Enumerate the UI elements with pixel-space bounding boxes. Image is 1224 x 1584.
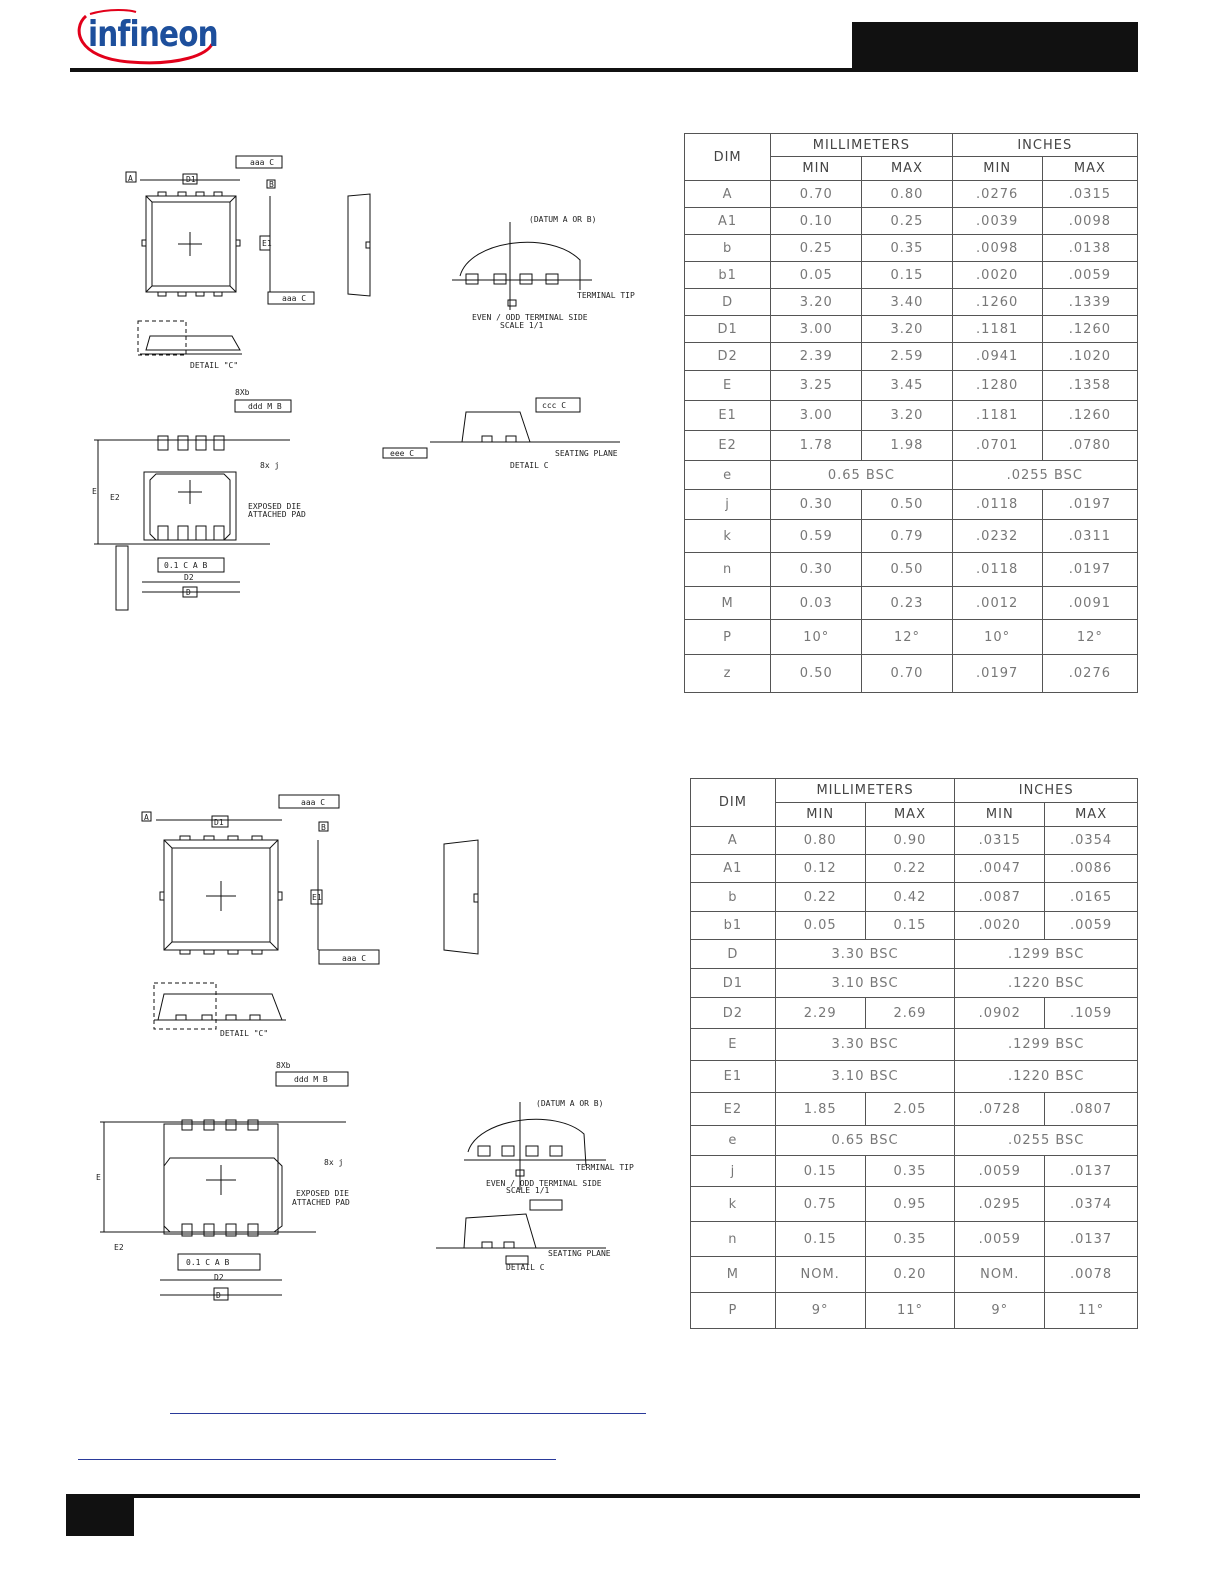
table-cell-mm-span: 3.30 BSC (775, 1029, 955, 1061)
table-cell-in-max: .0078 (1045, 1257, 1138, 1293)
table-row (685, 208, 1138, 235)
table-cell-mm-span: 0.65 BSC (775, 1126, 955, 1156)
table-cell-in-min: .0197 (952, 655, 1042, 693)
table-cell-mm-min: 0.75 (775, 1187, 865, 1222)
table-cell-dim: n (691, 1222, 776, 1257)
table-cell-in-max: .0138 (1042, 235, 1137, 262)
footer-rule (66, 1494, 1140, 1498)
label2-terminal-tip: TERMINAL TIP (576, 1163, 634, 1172)
label2-ddd: ddd M B (294, 1075, 328, 1084)
header-millimeters: MILLIMETERS (771, 134, 952, 157)
table-cell-in-min: .0059 (955, 1156, 1045, 1187)
logo-text: infineon (88, 14, 218, 55)
table-cell-in-min: .0118 (952, 553, 1042, 587)
label2-8xj: 8x j (324, 1158, 344, 1167)
table-cell-mm-max: 0.15 (862, 262, 952, 289)
label-e: E (92, 487, 97, 496)
table-cell-in-min: .0098 (952, 235, 1042, 262)
table-cell-dim: D1 (685, 316, 771, 343)
label-scale: SCALE 1/1 (500, 321, 544, 330)
table-cell-mm-min: 0.10 (771, 208, 862, 235)
table-cell-mm-min: 1.78 (771, 431, 862, 461)
table-cell-mm-min: 3.25 (771, 371, 862, 401)
table-cell-in-max: .1358 (1042, 371, 1137, 401)
table-cell-dim: b (691, 883, 776, 912)
label2-exposed-die: EXPOSED DIE (296, 1189, 349, 1198)
table-cell-dim: M (685, 587, 771, 620)
table-cell-mm-max: 0.20 (865, 1257, 955, 1293)
label2-datum-b: B (321, 823, 326, 832)
table-row (691, 1093, 1138, 1126)
table-row (691, 1061, 1138, 1093)
table-cell-in-min: .0276 (952, 181, 1042, 208)
table-cell-mm-max: 0.35 (865, 1156, 955, 1187)
table-cell-dim: A1 (685, 208, 771, 235)
table-row (685, 431, 1138, 461)
table-cell-mm-min: 0.70 (771, 181, 862, 208)
table-cell-dim: n (685, 553, 771, 587)
label2-d2: D2 (214, 1273, 224, 1282)
table-row (685, 262, 1138, 289)
table-cell-mm-span: 0.65 BSC (771, 461, 952, 490)
table-cell-mm-max: 3.20 (862, 401, 952, 431)
table-row (685, 490, 1138, 520)
label-d: D (186, 588, 191, 597)
table-cell-mm-min: 0.59 (771, 520, 862, 553)
table-cell-in-min: .0701 (952, 431, 1042, 461)
table-cell-dim: E2 (691, 1093, 776, 1126)
table-cell-in-max: .0137 (1045, 1222, 1138, 1257)
header-in-max: MAX (1042, 157, 1137, 181)
label-datum-b: B (269, 180, 274, 189)
table-cell-mm-max: 0.35 (862, 235, 952, 262)
label-datum-a: A (128, 174, 133, 183)
header-in-min: MIN (952, 157, 1042, 181)
table-cell-dim: E1 (685, 401, 771, 431)
table-row (691, 969, 1138, 998)
table-cell-in-max: .1020 (1042, 343, 1137, 371)
table-cell-mm-min: 3.20 (771, 289, 862, 316)
dimension-table-2 (690, 778, 1138, 1329)
table-cell-mm-span: 3.30 BSC (775, 940, 955, 969)
table-cell-dim: j (691, 1156, 776, 1187)
table-cell-in-max: .0276 (1042, 655, 1137, 693)
label-e1: E1 (262, 239, 272, 248)
label-d1: D1 (186, 175, 196, 184)
footer-black-box (66, 1494, 134, 1536)
table-cell-dim: b (685, 235, 771, 262)
label-aaa-top: aaa C (250, 158, 275, 167)
label-detail-c-2: DETAIL C (510, 461, 549, 470)
label2-aaa-top: aaa C (301, 798, 326, 807)
table-row (685, 587, 1138, 620)
table-row (691, 912, 1138, 940)
label2-attached-pad: ATTACHED PAD (292, 1198, 350, 1207)
header2-mm-min: MIN (775, 803, 865, 827)
table-row (685, 520, 1138, 553)
label-eee: eee C (390, 449, 415, 458)
table-cell-dim: D (685, 289, 771, 316)
table-cell-in-max: .0086 (1045, 855, 1138, 883)
header-black-box (852, 22, 1138, 72)
table-cell-in-min: .0941 (952, 343, 1042, 371)
table-cell-dim: e (691, 1126, 776, 1156)
table-cell-in-max: .1059 (1045, 998, 1138, 1029)
header-mm-max: MAX (862, 157, 952, 181)
table-cell-in-max: .0780 (1042, 431, 1137, 461)
table-cell-mm-max: 0.25 (862, 208, 952, 235)
table-cell-mm-max: 0.22 (865, 855, 955, 883)
label-exposed-die: EXPOSED DIE (248, 502, 301, 511)
label2-scale: SCALE 1/1 (506, 1186, 550, 1195)
label2-aaa-bottom: aaa C (342, 954, 367, 963)
table-cell-in-min: .1280 (952, 371, 1042, 401)
table-cell-mm-min: 1.85 (775, 1093, 865, 1126)
table-cell-mm-max: 2.69 (865, 998, 955, 1029)
table-cell-dim: E2 (685, 431, 771, 461)
table-cell-mm-min: 0.30 (771, 490, 862, 520)
label-attached-pad: ATTACHED PAD (248, 510, 306, 519)
table-cell-dim: D (691, 940, 776, 969)
package-drawing-1 (80, 150, 640, 620)
table-cell-in-min: .0295 (955, 1187, 1045, 1222)
table-cell-mm-max: 2.59 (862, 343, 952, 371)
table-cell-in-min: .0315 (955, 827, 1045, 855)
table-cell-mm-min: 9° (775, 1293, 865, 1329)
table-cell-dim: P (691, 1293, 776, 1329)
table-cell-dim: z (685, 655, 771, 693)
table-cell-mm-max: 0.50 (862, 553, 952, 587)
table-row (691, 827, 1138, 855)
table-cell-mm-min: 2.29 (775, 998, 865, 1029)
table-cell-mm-min: 2.39 (771, 343, 862, 371)
table-cell-in-min: .0039 (952, 208, 1042, 235)
table-cell-mm-max: 0.23 (862, 587, 952, 620)
table-row (685, 553, 1138, 587)
table-cell-mm-max: 0.50 (862, 490, 952, 520)
table-cell-mm-span: 3.10 BSC (775, 969, 955, 998)
table-cell-in-min: .0059 (955, 1222, 1045, 1257)
label-ccc: ccc C (542, 401, 567, 410)
table-row (685, 343, 1138, 371)
label2-e2: E2 (114, 1243, 124, 1252)
table-cell-in-max: .0098 (1042, 208, 1137, 235)
table-cell-in-span: .1299 BSC (955, 940, 1138, 969)
table-row (685, 235, 1138, 262)
label2-fcf-01: 0.1 C A B (186, 1258, 230, 1267)
table-row (691, 998, 1138, 1029)
table-row (691, 1187, 1138, 1222)
table-cell-in-max: .0059 (1045, 912, 1138, 940)
table-cell-in-min: .0020 (955, 912, 1045, 940)
table-cell-in-min: .1181 (952, 316, 1042, 343)
table-row (685, 181, 1138, 208)
table-cell-dim: D2 (685, 343, 771, 371)
table-cell-dim: D2 (691, 998, 776, 1029)
table-cell-mm-min: 0.25 (771, 235, 862, 262)
table-row (685, 461, 1138, 490)
label-aaa-bottom: aaa C (282, 294, 307, 303)
label2-detail-c: DETAIL "C" (220, 1029, 269, 1038)
table-cell-dim: b1 (691, 912, 776, 940)
label-e2: E2 (110, 493, 120, 502)
table-cell-mm-max: 0.80 (862, 181, 952, 208)
table-cell-dim: D1 (691, 969, 776, 998)
link-underline-2[interactable] (78, 1459, 556, 1460)
label-d2: D2 (184, 573, 194, 582)
table-cell-mm-min: 3.00 (771, 316, 862, 343)
table-cell-mm-max: 1.98 (862, 431, 952, 461)
label-detail-c: DETAIL "C" (190, 361, 239, 370)
table-row (691, 1222, 1138, 1257)
table-cell-in-min: .0232 (952, 520, 1042, 553)
table-cell-mm-min: 0.12 (775, 855, 865, 883)
table-cell-dim: k (685, 520, 771, 553)
table-cell-mm-span: 3.10 BSC (775, 1061, 955, 1093)
table-row (685, 371, 1138, 401)
table-row (691, 1293, 1138, 1329)
table-cell-in-max: 12° (1042, 620, 1137, 655)
table-cell-dim: j (685, 490, 771, 520)
table-cell-mm-min: 0.80 (775, 827, 865, 855)
table-cell-mm-max: 0.15 (865, 912, 955, 940)
table-cell-mm-min: 0.15 (775, 1156, 865, 1187)
table-cell-dim: A1 (691, 855, 776, 883)
table-cell-dim: A (691, 827, 776, 855)
table-cell-dim: E (685, 371, 771, 401)
table-cell-in-max: .0315 (1042, 181, 1137, 208)
header2-inches: INCHES (955, 779, 1138, 803)
label-fcf-01: 0.1 C A B (164, 561, 208, 570)
table-cell-in-span: .1220 BSC (955, 969, 1138, 998)
table-row (685, 655, 1138, 693)
table-cell-mm-max: 3.40 (862, 289, 952, 316)
table-cell-in-min: .0087 (955, 883, 1045, 912)
table-cell-mm-min: 0.15 (775, 1222, 865, 1257)
dimension-table-1 (684, 133, 1138, 693)
table-row (685, 289, 1138, 316)
table-cell-mm-min: 0.50 (771, 655, 862, 693)
label2-datum: (DATUM A OR B) (536, 1099, 604, 1108)
table-cell-mm-min: 0.03 (771, 587, 862, 620)
table-cell-in-max: 11° (1045, 1293, 1138, 1329)
table-cell-dim: e (685, 461, 771, 490)
table-cell-mm-max: 3.20 (862, 316, 952, 343)
table-row (691, 940, 1138, 969)
package-drawing-2 (86, 790, 646, 1310)
table-cell-in-max: .0137 (1045, 1156, 1138, 1187)
table-cell-in-max: .0091 (1042, 587, 1137, 620)
table-cell-in-max: .0197 (1042, 490, 1137, 520)
table-cell-in-min: .0012 (952, 587, 1042, 620)
table-cell-dim: E1 (691, 1061, 776, 1093)
table-row (691, 883, 1138, 912)
table-cell-in-span: .0255 BSC (952, 461, 1137, 490)
table-cell-in-max: .0165 (1045, 883, 1138, 912)
table-cell-mm-max: 0.42 (865, 883, 955, 912)
table-cell-in-min: .0902 (955, 998, 1045, 1029)
header2-dim: DIM (691, 779, 776, 827)
label2-detail-c-2: DETAIL C (506, 1263, 545, 1272)
table-cell-mm-min: 0.30 (771, 553, 862, 587)
table-cell-in-max: .0807 (1045, 1093, 1138, 1126)
table-cell-in-max: .1260 (1042, 316, 1137, 343)
table-row (691, 1029, 1138, 1061)
table-cell-mm-max: 0.95 (865, 1187, 955, 1222)
label2-e1: E1 (312, 893, 322, 902)
table-cell-in-min: .1260 (952, 289, 1042, 316)
label-terminal-tip: TERMINAL TIP (577, 291, 635, 300)
label2-d1: D1 (214, 818, 224, 827)
table-cell-in-min: .0118 (952, 490, 1042, 520)
table-cell-mm-max: 11° (865, 1293, 955, 1329)
table-cell-mm-max: 0.79 (862, 520, 952, 553)
table-cell-in-max: .0311 (1042, 520, 1137, 553)
table-cell-mm-max: 2.05 (865, 1093, 955, 1126)
table-cell-mm-max: 12° (862, 620, 952, 655)
table-row (685, 620, 1138, 655)
table-cell-dim: A (685, 181, 771, 208)
link-underline-1[interactable] (170, 1413, 646, 1414)
table-cell-in-min: .0047 (955, 855, 1045, 883)
table-cell-mm-max: 0.90 (865, 827, 955, 855)
label-datum: (DATUM A OR B) (529, 215, 597, 224)
table-cell-mm-min: NOM. (775, 1257, 865, 1293)
table-cell-mm-max: 0.35 (865, 1222, 955, 1257)
header-rule (70, 68, 1138, 72)
table-cell-in-max: .0354 (1045, 827, 1138, 855)
table-cell-in-span: .0255 BSC (955, 1126, 1138, 1156)
label-even-odd: EVEN / ODD TERMINAL SIDE (472, 313, 588, 322)
table-cell-in-min: .1181 (952, 401, 1042, 431)
header-dim: DIM (685, 134, 771, 181)
table-row (685, 401, 1138, 431)
label-ddd: ddd M B (248, 402, 282, 411)
table-cell-mm-min: 0.22 (775, 883, 865, 912)
table-cell-in-span: .1299 BSC (955, 1029, 1138, 1061)
table-cell-dim: M (691, 1257, 776, 1293)
table-cell-mm-min: 3.00 (771, 401, 862, 431)
table-cell-in-min: .0728 (955, 1093, 1045, 1126)
table-cell-dim: P (685, 620, 771, 655)
table-row (685, 316, 1138, 343)
label-seating-plane: SEATING PLANE (555, 449, 618, 458)
label2-even-odd: EVEN / ODD TERMINAL SIDE (486, 1179, 602, 1188)
header2-mm-max: MAX (865, 803, 955, 827)
header-mm-min: MIN (771, 157, 862, 181)
header2-millimeters: MILLIMETERS (775, 779, 955, 803)
infineon-logo (70, 6, 220, 66)
header-inches: INCHES (952, 134, 1137, 157)
table-cell-in-max: .0059 (1042, 262, 1137, 289)
table-cell-in-min: 9° (955, 1293, 1045, 1329)
table-row (691, 1257, 1138, 1293)
table-cell-mm-min: 0.05 (775, 912, 865, 940)
table-cell-in-max: .1260 (1042, 401, 1137, 431)
table-row (691, 1126, 1138, 1156)
header2-in-min: MIN (955, 803, 1045, 827)
table-cell-in-min: NOM. (955, 1257, 1045, 1293)
header2-in-max: MAX (1045, 803, 1138, 827)
table-1-body (685, 181, 1138, 693)
table-cell-mm-max: 3.45 (862, 371, 952, 401)
label2-8xb: 8Xb (276, 1061, 291, 1070)
table-cell-mm-min: 0.05 (771, 262, 862, 289)
label-8xb: 8Xb (235, 388, 250, 397)
label2-e: E (96, 1173, 101, 1182)
table-cell-mm-max: 0.70 (862, 655, 952, 693)
label-8xj: 8x j (260, 461, 280, 470)
label2-datum-a: A (144, 813, 149, 822)
table-cell-in-max: .1339 (1042, 289, 1137, 316)
table-row (691, 855, 1138, 883)
table-cell-dim: k (691, 1187, 776, 1222)
table-cell-dim: b1 (685, 262, 771, 289)
label2-d: D (216, 1291, 221, 1300)
table-2-body (691, 827, 1138, 1329)
table-cell-mm-min: 10° (771, 620, 862, 655)
table-cell-in-max: .0197 (1042, 553, 1137, 587)
table-cell-in-min: 10° (952, 620, 1042, 655)
table-cell-in-min: .0020 (952, 262, 1042, 289)
table-cell-in-span: .1220 BSC (955, 1061, 1138, 1093)
table-cell-dim: E (691, 1029, 776, 1061)
label2-seating-plane: SEATING PLANE (548, 1249, 611, 1258)
table-cell-in-max: .0374 (1045, 1187, 1138, 1222)
table-row (691, 1156, 1138, 1187)
